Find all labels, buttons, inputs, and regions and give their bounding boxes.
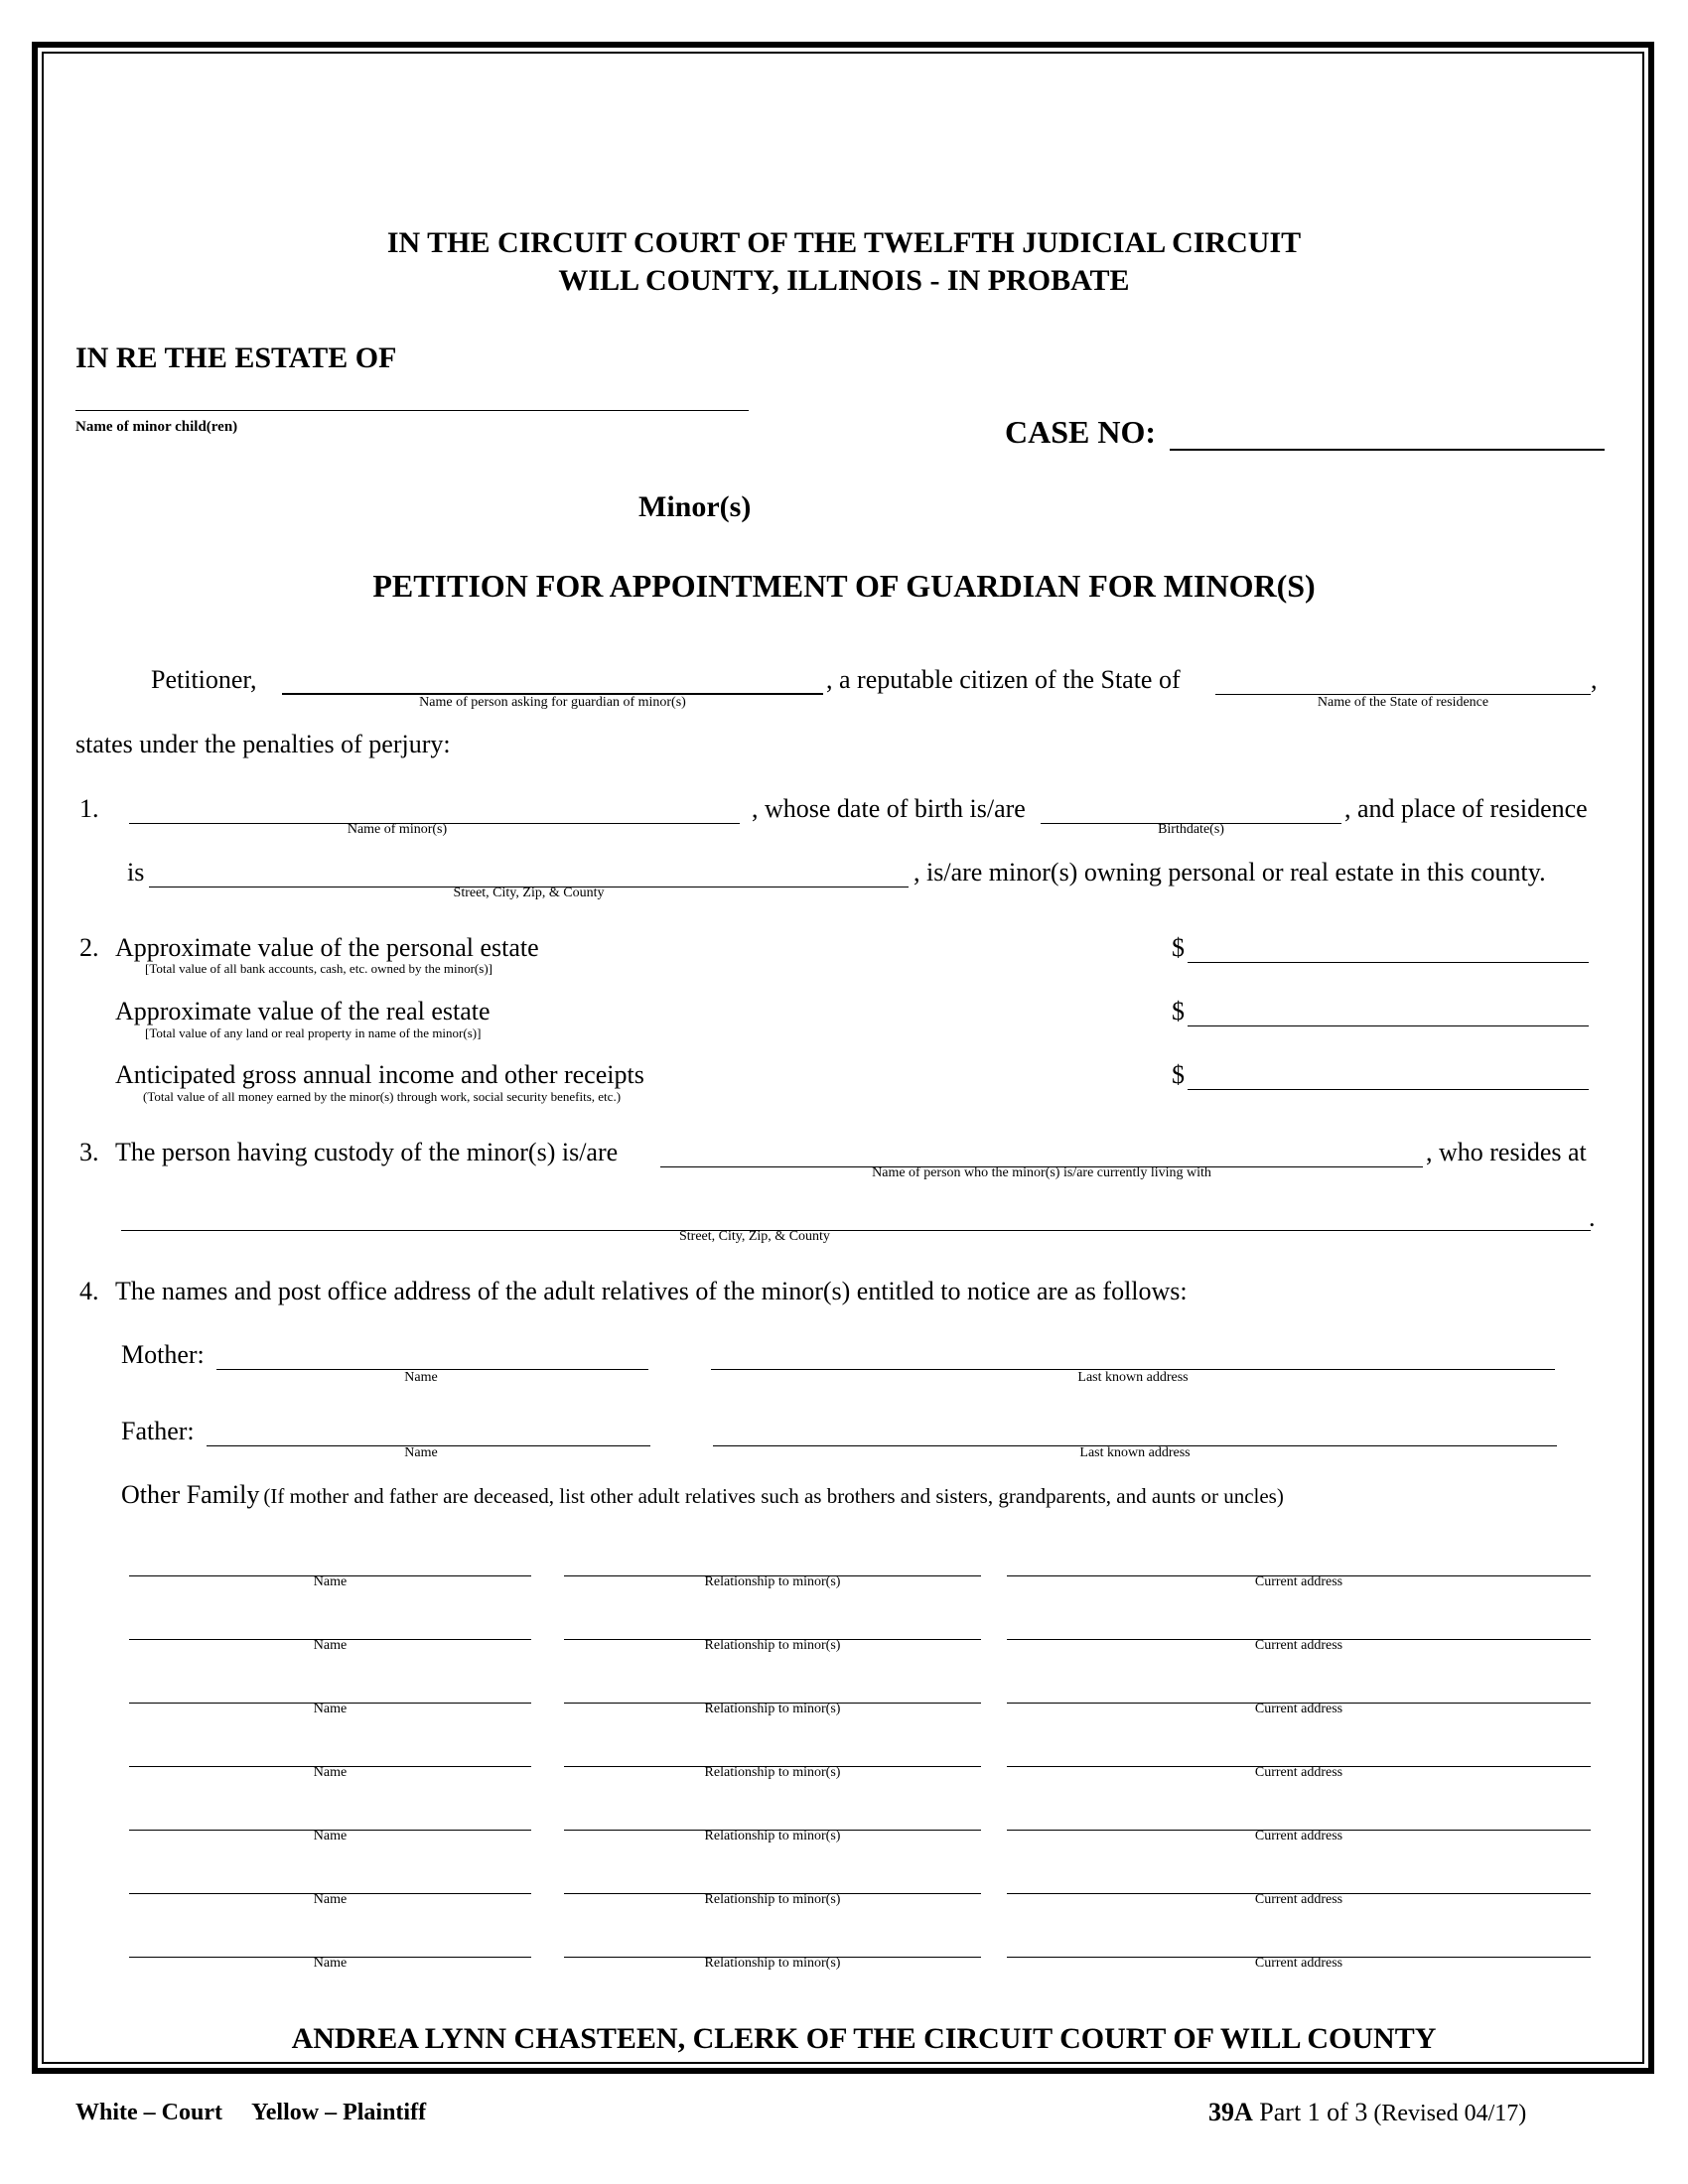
item1-number: 1.: [79, 794, 99, 823]
form-number: 39A: [1208, 2098, 1253, 2126]
other-family-relationship-caption: Relationship to minor(s): [704, 1638, 841, 1653]
petitioner-name-caption: Name of person asking for guardian of minor(s): [419, 695, 686, 710]
annual-income-currency: $: [1172, 1060, 1185, 1089]
mother-name-caption: Name: [404, 1370, 438, 1385]
minor-names-caption: Name of minor(s): [347, 822, 448, 837]
father-address-field[interactable]: [713, 1419, 1557, 1446]
other-family-name-field[interactable]: [129, 1739, 531, 1767]
petitioner-label: Petitioner,: [151, 665, 257, 694]
item3-number: 3.: [79, 1138, 99, 1166]
other-family-relationship-caption: Relationship to minor(s): [704, 1956, 841, 1971]
father-name-caption: Name: [404, 1445, 438, 1460]
other-family-name-field[interactable]: [129, 1612, 531, 1640]
form-revised: (Revised 04/17): [1367, 2101, 1527, 2126]
annual-income-label: Anticipated gross annual income and other receipts: [115, 1060, 644, 1089]
other-family-relationship-caption: Relationship to minor(s): [704, 1892, 841, 1907]
other-family-address-caption: Current address: [1254, 1574, 1343, 1589]
court-header-line2: WILL COUNTY, ILLINOIS - IN PROBATE: [558, 264, 1130, 297]
real-estate-note: [Total value of any land or real property in name of the minor(s)]: [145, 1025, 482, 1040]
other-family-address-caption: Current address: [1254, 1892, 1343, 1907]
other-family-relationship-field[interactable]: [564, 1739, 981, 1767]
petitioner-name-field[interactable]: [282, 667, 823, 695]
minor-child-name-field[interactable]: [75, 383, 749, 411]
custodian-name-caption: Name of person who the minor(s) is/are currently living with: [872, 1165, 1211, 1180]
other-family-note: (If mother and father are deceased, list other adult relatives such as brothers and sisters, grandparents, and aunts or uncles): [263, 1484, 1284, 1508]
other-family-relationship-caption: Relationship to minor(s): [704, 1702, 841, 1716]
case-no-field[interactable]: [1170, 421, 1605, 451]
other-family-address-field[interactable]: [1007, 1612, 1591, 1640]
other-family-relationship-field[interactable]: [564, 1676, 981, 1704]
other-family-name-caption: Name: [313, 1765, 348, 1780]
case-no-label: CASE NO:: [1005, 414, 1157, 450]
other-family-name-field[interactable]: [129, 1930, 531, 1958]
owning-text: , is/are minor(s) owning personal or real estate in this county.: [914, 858, 1546, 887]
form-part: Part 1 of 3: [1252, 2098, 1368, 2126]
perjury-statement: states under the penalties of perjury:: [75, 730, 451, 758]
other-family-name-caption: Name: [313, 1956, 348, 1971]
other-family-address-field[interactable]: [1007, 1676, 1591, 1704]
other-family-relationship-field[interactable]: [564, 1803, 981, 1831]
petition-title: PETITION FOR APPOINTMENT OF GUARDIAN FOR MINOR(S): [372, 568, 1316, 604]
other-family-address-field[interactable]: [1007, 1549, 1591, 1576]
state-of-residence-field[interactable]: [1215, 667, 1591, 695]
resides-text: , who resides at: [1426, 1138, 1587, 1166]
minor-address-field[interactable]: [149, 860, 909, 887]
other-family-relationship-caption: Relationship to minor(s): [704, 1829, 841, 1843]
court-header-line1: IN THE CIRCUIT COURT OF THE TWELFTH JUDICIAL CIRCUIT: [386, 226, 1302, 259]
citizen-text: , a reputable citizen of the State of: [826, 665, 1181, 694]
in-re-estate-label: IN RE THE ESTATE OF: [75, 341, 397, 374]
other-family-name-field[interactable]: [129, 1549, 531, 1576]
personal-estate-label: Approximate value of the personal estate: [115, 933, 539, 962]
other-family-address-field[interactable]: [1007, 1930, 1591, 1958]
dob-text: , whose date of birth is/are: [752, 794, 1026, 823]
other-family-address-field[interactable]: [1007, 1739, 1591, 1767]
custodian-name-field[interactable]: [660, 1140, 1423, 1167]
item4-number: 4.: [79, 1277, 99, 1305]
other-family-address-caption: Current address: [1254, 1702, 1343, 1716]
birthdate-field[interactable]: [1041, 796, 1341, 824]
personal-estate-note: [Total value of all bank accounts, cash, etc. owned by the minor(s)]: [145, 961, 492, 976]
item2-number: 2.: [79, 933, 99, 962]
other-family-address-caption: Current address: [1254, 1638, 1343, 1653]
residence-text: , and place of residence: [1344, 794, 1588, 823]
comma: ,: [1591, 665, 1598, 694]
minor-child-name-caption: Name of minor child(ren): [75, 419, 238, 435]
father-address-caption: Last known address: [1079, 1445, 1191, 1460]
other-family-relationship-field[interactable]: [564, 1612, 981, 1640]
other-family-address-caption: Current address: [1254, 1829, 1343, 1843]
other-family-relationship-caption: Relationship to minor(s): [704, 1765, 841, 1780]
state-caption: Name of the State of residence: [1317, 695, 1489, 710]
other-family-address-caption: Current address: [1254, 1956, 1343, 1971]
mother-name-field[interactable]: [216, 1342, 648, 1370]
other-family-name-field[interactable]: [129, 1803, 531, 1831]
personal-estate-value-field[interactable]: [1188, 935, 1589, 963]
other-family-name-field[interactable]: [129, 1676, 531, 1704]
minor-address-caption: Street, City, Zip, & County: [453, 886, 605, 900]
father-name-field[interactable]: [207, 1419, 650, 1446]
form-footer: [1208, 2098, 1526, 2127]
other-family-heading: [121, 1480, 1284, 1510]
real-estate-currency: $: [1172, 997, 1185, 1025]
other-family-address-field[interactable]: [1007, 1866, 1591, 1894]
mother-address-field[interactable]: [711, 1342, 1555, 1370]
other-family-label: Other Family: [121, 1480, 260, 1509]
mother-label: Mother:: [121, 1340, 205, 1369]
minors-label: Minor(s): [638, 490, 752, 523]
other-family-name-caption: Name: [313, 1892, 348, 1907]
real-estate-value-field[interactable]: [1188, 999, 1589, 1026]
other-family-name-caption: Name: [313, 1574, 348, 1589]
other-family-name-caption: Name: [313, 1702, 348, 1716]
custodian-address-period: .: [1589, 1203, 1596, 1232]
other-family-name-field[interactable]: [129, 1866, 531, 1894]
other-family-address-caption: Current address: [1254, 1765, 1343, 1780]
real-estate-label: Approximate value of the real estate: [115, 997, 491, 1025]
clerk-name: ANDREA LYNN CHASTEEN, CLERK OF THE CIRCUIT COURT OF WILL COUNTY: [291, 2022, 1437, 2055]
other-family-address-field[interactable]: [1007, 1803, 1591, 1831]
custodian-address-field[interactable]: [121, 1203, 1591, 1231]
annual-income-note: (Total value of all money earned by the minor(s) through work, social security benefits, etc.): [143, 1089, 622, 1104]
custodian-address-caption: Street, City, Zip, & County: [679, 1229, 830, 1244]
minor-names-field[interactable]: [129, 796, 740, 824]
other-family-name-caption: Name: [313, 1638, 348, 1653]
relatives-text: The names and post office address of the adult relatives of the minor(s) entitled to notice are as follows:: [115, 1277, 1188, 1305]
other-family-name-caption: Name: [313, 1829, 348, 1843]
other-family-relationship-field[interactable]: [564, 1866, 981, 1894]
custody-text: The person having custody of the minor(s) is/are: [115, 1138, 619, 1166]
other-family-relationship-field[interactable]: [564, 1930, 981, 1958]
birthdate-caption: Birthdate(s): [1158, 822, 1224, 837]
other-family-relationship-caption: Relationship to minor(s): [704, 1574, 841, 1589]
father-label: Father:: [121, 1417, 195, 1445]
annual-income-value-field[interactable]: [1188, 1062, 1589, 1090]
other-family-relationship-field[interactable]: [564, 1549, 981, 1576]
is-text: is: [127, 858, 145, 887]
mother-address-caption: Last known address: [1077, 1370, 1189, 1385]
copy-distribution: White – Court Yellow – Plaintiff: [75, 2100, 427, 2125]
personal-estate-currency: $: [1172, 933, 1185, 962]
